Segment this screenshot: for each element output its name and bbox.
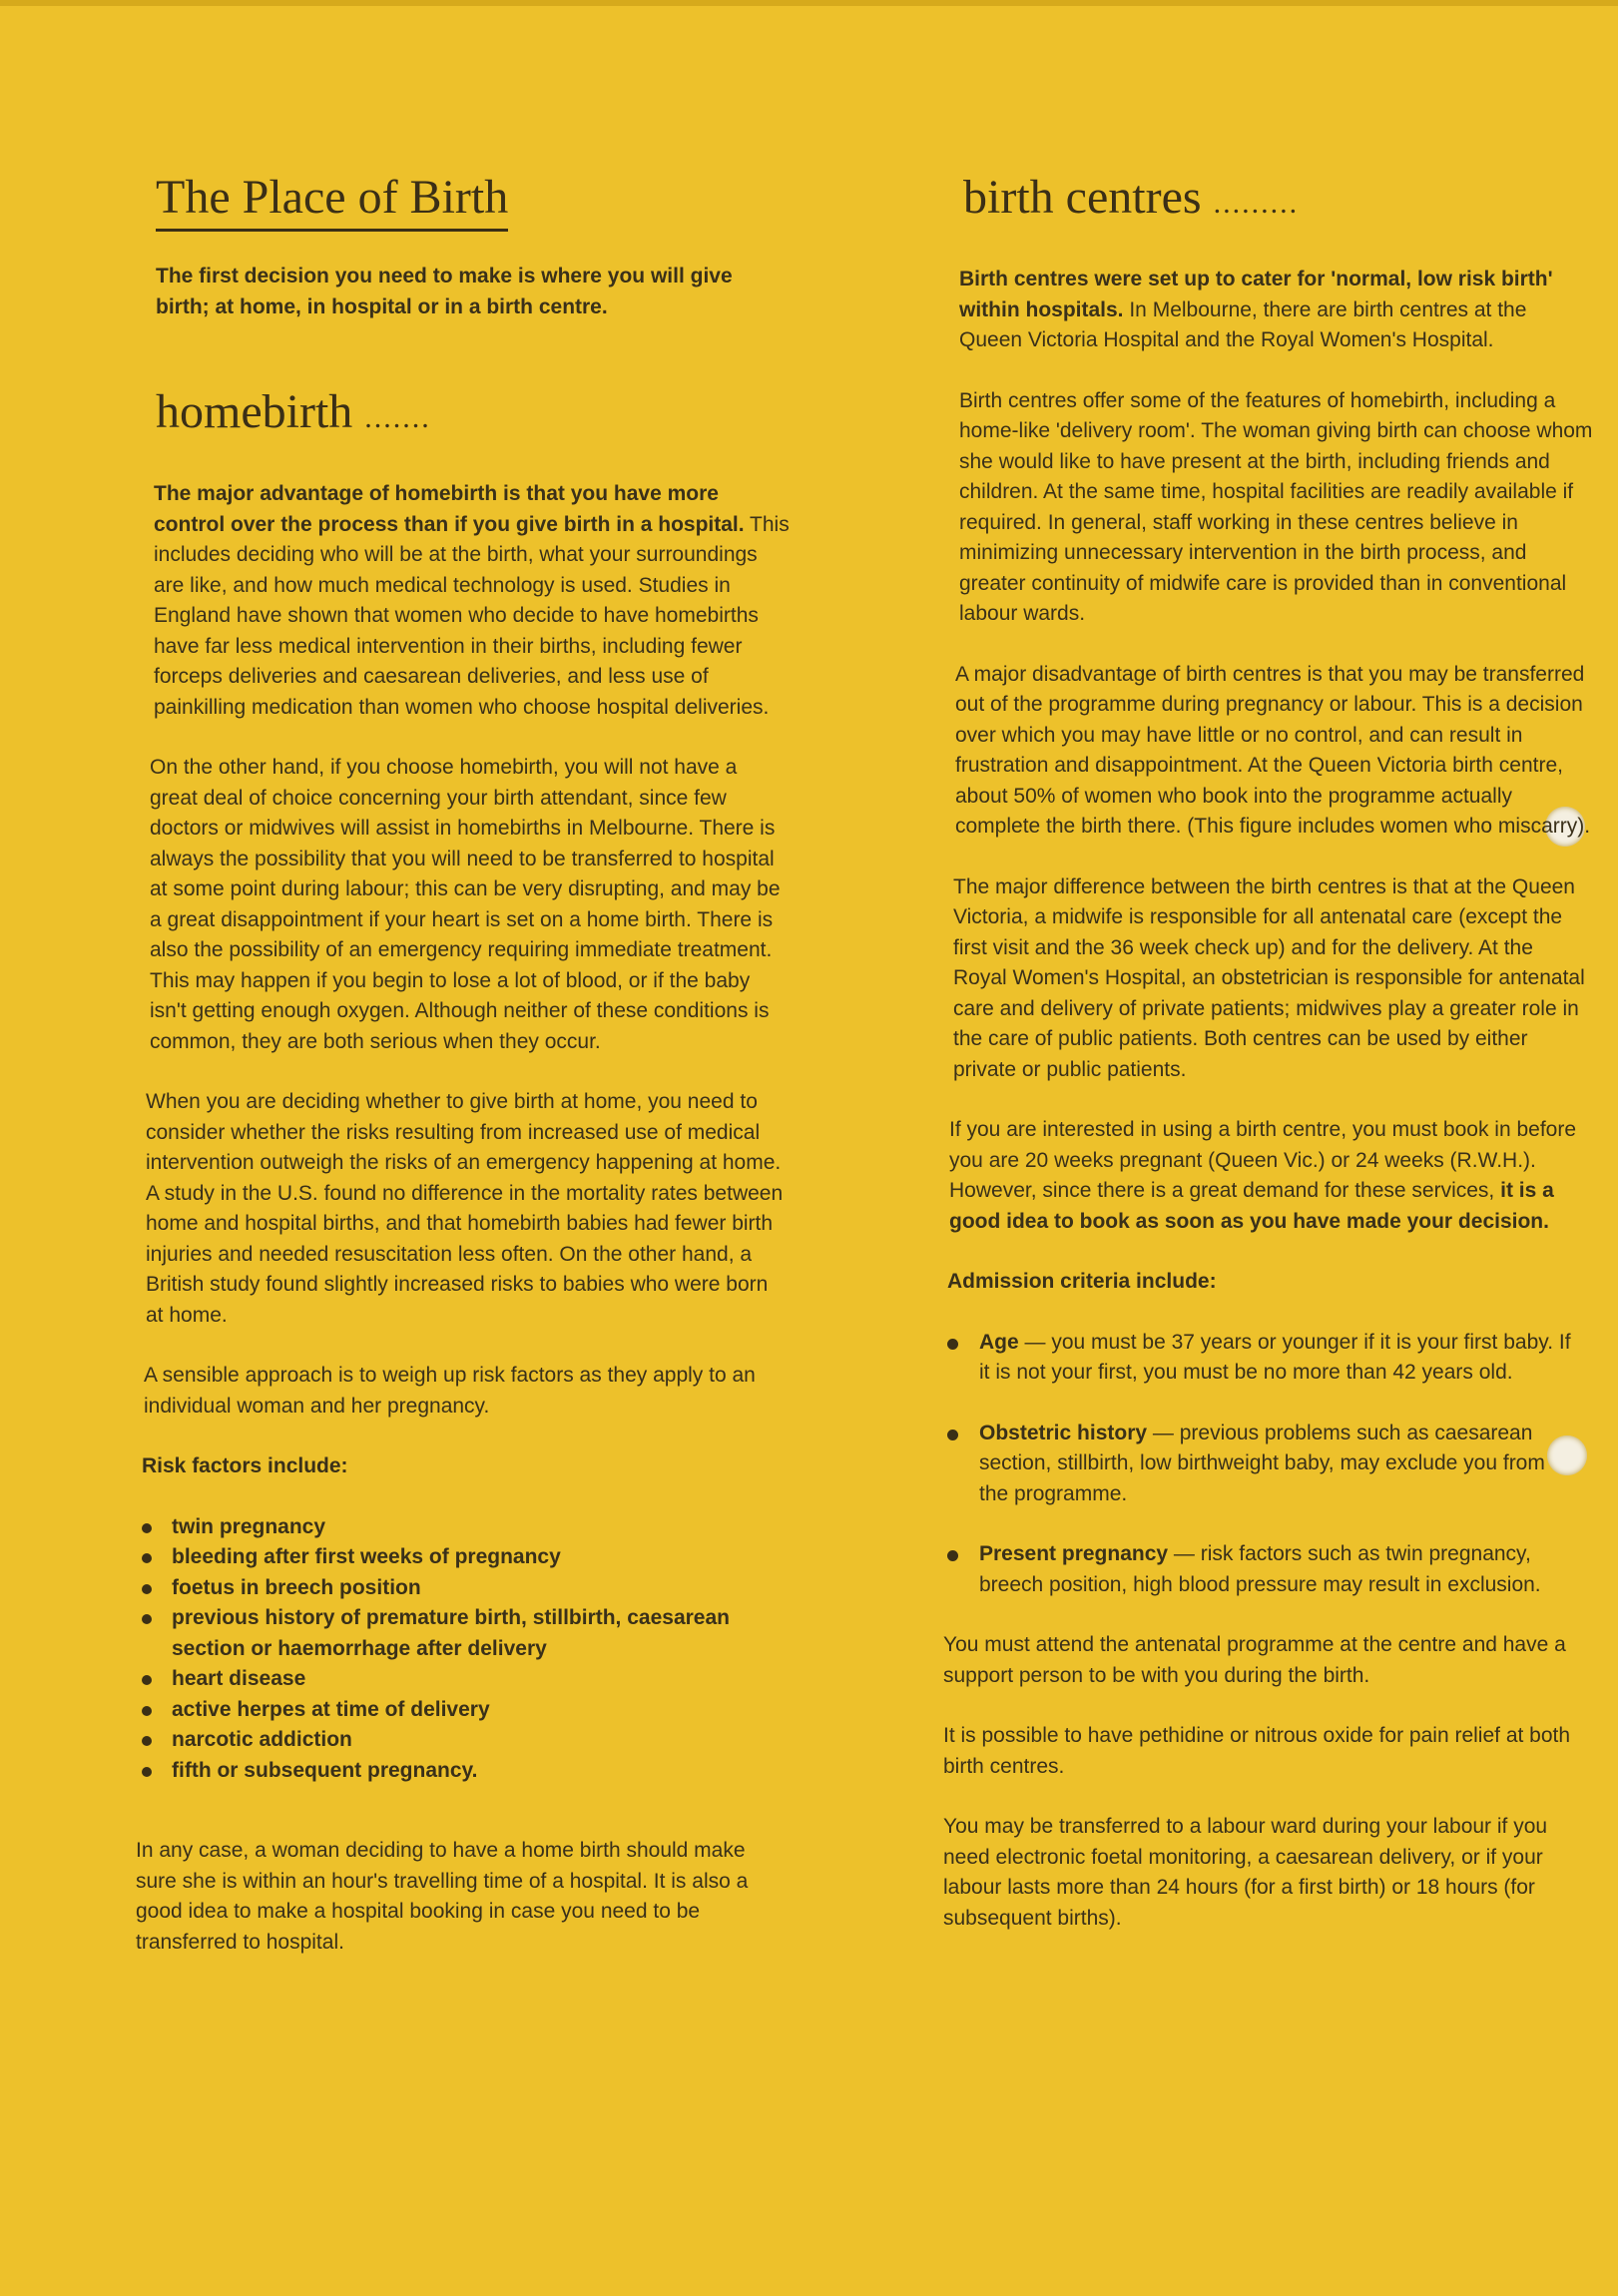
risk-item: heart disease	[140, 1664, 759, 1695]
intro-text: The first decision you need to make is where you will give birth; at home, in hospital or in a birth centre.	[156, 265, 733, 318]
birth-centres-paragraph-5	[949, 1115, 1578, 1237]
risk-item: fifth or subsequent pregnancy.	[140, 1756, 759, 1787]
criteria-label: Age	[979, 1330, 1019, 1354]
risk-factors-list	[140, 1512, 759, 1787]
criteria-label: Obstetric history	[979, 1421, 1148, 1444]
criteria-item-obstetric-history	[945, 1419, 1574, 1510]
criteria-item-age	[945, 1328, 1574, 1389]
criteria-label: Present pregnancy	[979, 1542, 1169, 1565]
criteria-text: — you must be 37 years or younger if it is your first baby. If it is not your first, you must be no more than 42 years old.	[979, 1330, 1571, 1384]
risk-item: foetus in breech position	[140, 1573, 759, 1604]
admission-criteria-list	[945, 1328, 1574, 1601]
birth-centres-heading-text: birth centres	[963, 171, 1202, 224]
homebirth-paragraph-4: A sensible approach is to weigh up risk factors as they apply to an individual woman and her pregnancy.	[144, 1364, 756, 1418]
homebirth-paragraph-2: On the other hand, if you choose homebirth, you will not have a great deal of choice concerning your birth attendant, since few doctors or midwives will assist in homebirths in Melbourne. There is always the possibility that you will need to be transferred to hospital at some point during labour; this can be very disrupting, and may be a great disappointment if your heart is set on a home birth. There is also the possibility of an emergency requiring immediate treatment. This may happen if you begin to lose a lot of blood, or if the baby isn't getting enough oxygen. Although neither of these conditions is common, they are both serious when they occur.	[150, 756, 781, 1053]
top-edge	[0, 0, 1618, 6]
homebirth-p1-text: This includes deciding who will be at the birth, what your surroundings are like, and how much medical technology is used. Studies in England have shown that women who decide to have homebirths have far less medical intervention in their births, including fewer forceps deliveries and caesarean deliveries, and less use of painkilling medication than women who choose hospital deliveries.	[154, 512, 790, 719]
homebirth-p1-bold: The major advantage of homebirth is that you have more control over the process than if you give birth in a hospital.	[154, 482, 745, 536]
risk-item: active herpes at time of delivery	[140, 1695, 759, 1726]
bc-p5-bold: it is a good idea to book as soon as you have made your decision.	[949, 1179, 1554, 1233]
birth-centres-heading-dots: .........	[1213, 187, 1300, 220]
criteria-text: — risk factors such as twin pregnancy, breech position, high blood pressure may result in exclusion.	[979, 1542, 1541, 1596]
birth-centres-paragraph-1	[959, 265, 1578, 356]
risk-item: narcotic addiction	[140, 1725, 759, 1756]
criteria-text: — previous problems such as caesarean section, stillbirth, low birthweight baby, may exclude you from the programme.	[979, 1421, 1545, 1505]
risk-item: bleeding after first weeks of pregnancy	[140, 1542, 759, 1573]
homebirth-paragraph-5: In any case, a woman deciding to have a home birth should make sure she is within an hour's travelling time of a hospital. It is also a good idea to make a hospital booking in case you need to be transferred to hospital.	[136, 1839, 749, 1954]
homebirth-heading-text: homebirth	[156, 385, 353, 438]
risk-item: previous history of premature birth, stillbirth, caesarean section or haemorrhage after delivery	[140, 1603, 759, 1664]
homebirth-paragraph-1	[154, 479, 793, 723]
birth-centres-paragraph-4: The major difference between the birth centres is that at the Queen Victoria, a midwife is responsible for all antenatal care (except the first visit and the 36 week check up) and for the delivery. At the Royal Women's Hospital, an obstetrician is responsible for antenatal care and delivery of private patients; midwives play a greater role in the care of public patients. Both centres can be used by either private or public patients.	[953, 874, 1585, 1081]
birth-centres-paragraph-6: You must attend the antenatal programme at the centre and have a support person to be with you during the birth.	[943, 1633, 1566, 1687]
birth-centres-paragraph-2: Birth centres offer some of the features of homebirth, including a home-like 'delivery room'. The woman giving birth can choose whom she would like to have present at the birth, including friends and children. At the same time, hospital facilities are readily available if required. In general, staff working in these centres believe in minimizing unnecessary intervention in the birth process, and greater continuity of midwife care is provided than in conventional labour wards.	[959, 388, 1593, 625]
birth-centres-paragraph-3: A major disadvantage of birth centres is that you may be transferred out of the programme during pregnancy or labour. This is a decision over which you may have little or no control, and can result in frustration and disappointment. At the Queen Victoria birth centre, about 50% of women who book into the programme actually complete the birth there. (This figure includes women who miscarry).	[955, 662, 1591, 838]
bc-p5-text: If you are interested in using a birth centre, you must book in before you are 20 weeks pregnant (Queen Vic.) or 24 weeks (R.W.H.). However, since there is a great demand for these services,	[949, 1118, 1577, 1202]
homebirth-paragraph-3: When you are deciding whether to give birth at home, you need to consider whether the risks resulting from increased use of medical intervention outweigh the risks of an emergency happening at home. A study in the U.S. found no difference in the mortality rates between home and hospital births, and that homebirth babies had fewer birth injuries and needed resuscitation less often. On the other hand, a British study found slightly increased risks to babies who were born at home.	[146, 1090, 784, 1327]
criteria-item-present-pregnancy	[945, 1539, 1574, 1600]
left-column	[136, 170, 799, 1958]
page-title: The Place of Birth	[156, 170, 508, 232]
risk-item: twin pregnancy	[140, 1512, 759, 1543]
birth-centres-paragraph-8: You may be transferred to a labour ward during your labour if you need electronic foetal monitoring, a caesarean delivery, or if your labour lasts more than 24 hours (for a first birth) or 18 hours (for subsequent births).	[943, 1815, 1548, 1930]
birth-centres-heading	[963, 170, 1592, 225]
risk-factors-heading: Risk factors include:	[142, 1454, 348, 1477]
homebirth-heading-dots: .......	[364, 401, 431, 434]
right-column	[943, 170, 1592, 1934]
bc-p1-text: In Melbourne, there are birth centres at the Queen Victoria Hospital and the Royal Women's Hospital.	[959, 297, 1527, 351]
birth-centres-paragraph-7: It is possible to have pethidine or nitrous oxide for pain relief at both birth centres.	[943, 1724, 1571, 1778]
admission-criteria-heading: Admission criteria include:	[947, 1270, 1217, 1293]
bc-p1-bold: Birth centres were set up to cater for 'normal, low risk birth' within hospitals.	[959, 268, 1553, 321]
homebirth-heading	[156, 384, 799, 439]
